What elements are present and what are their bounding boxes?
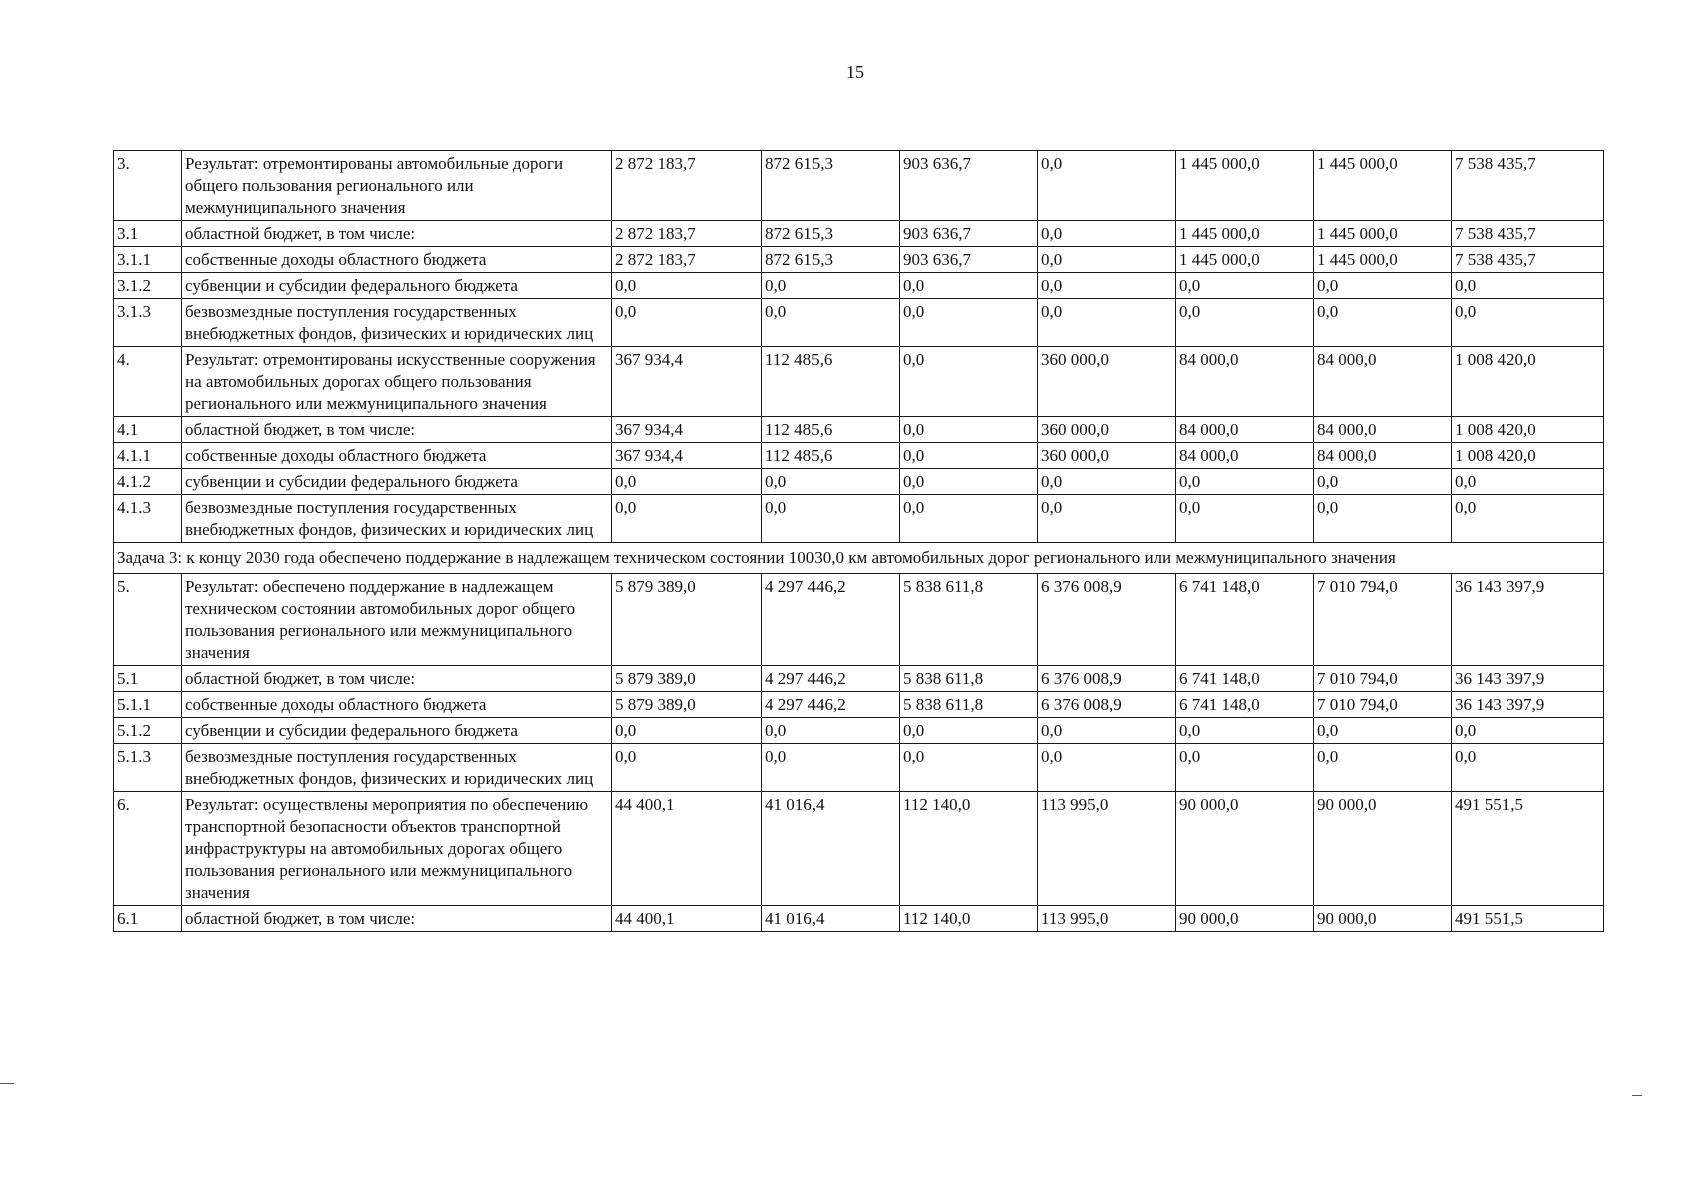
value-cell: 1 445 000,0 <box>1176 221 1314 247</box>
value-cell: 0,0 <box>1176 718 1314 744</box>
value-cell: 6 376 008,9 <box>1038 574 1176 666</box>
value-cell: 84 000,0 <box>1176 347 1314 417</box>
value-cell: 90 000,0 <box>1176 792 1314 906</box>
row-label: собственные доходы областного бюджета <box>182 443 612 469</box>
value-cell: 1 445 000,0 <box>1314 221 1452 247</box>
value-cell: 6 376 008,9 <box>1038 692 1176 718</box>
value-cell: 113 995,0 <box>1038 792 1176 906</box>
value-cell: 0,0 <box>1452 744 1604 792</box>
value-cell: 0,0 <box>900 443 1038 469</box>
value-cell: 1 008 420,0 <box>1452 417 1604 443</box>
value-cell: 0,0 <box>612 299 762 347</box>
value-cell: 0,0 <box>1176 299 1314 347</box>
value-cell: 112 485,6 <box>762 347 900 417</box>
value-cell: 0,0 <box>762 718 900 744</box>
row-label: собственные доходы областного бюджета <box>182 692 612 718</box>
table-row <box>114 347 1604 417</box>
value-cell: 0,0 <box>1314 273 1452 299</box>
row-label: Результат: осуществлены мероприятия по обеспечению транспортной безопасности объектов транспортной инфраструктуры на автомобильных дорогах общего пользования регионального или межмуниципального значения <box>182 792 612 906</box>
value-cell: 6 741 148,0 <box>1176 692 1314 718</box>
value-cell: 0,0 <box>1038 273 1176 299</box>
value-cell: 0,0 <box>1314 495 1452 543</box>
value-cell: 491 551,5 <box>1452 792 1604 906</box>
value-cell: 113 995,0 <box>1038 906 1176 932</box>
row-label: безвозмездные поступления государственных внебюджетных фондов, физических и юридических лиц <box>182 744 612 792</box>
value-cell: 4 297 446,2 <box>762 666 900 692</box>
table-row <box>114 666 1604 692</box>
value-cell: 1 445 000,0 <box>1176 151 1314 221</box>
value-cell: 5 838 611,8 <box>900 666 1038 692</box>
value-cell: 84 000,0 <box>1176 443 1314 469</box>
row-number: 5. <box>114 574 182 666</box>
value-cell: 0,0 <box>1176 495 1314 543</box>
value-cell: 4 297 446,2 <box>762 692 900 718</box>
value-cell: 0,0 <box>1038 221 1176 247</box>
task-row <box>114 543 1604 574</box>
value-cell: 0,0 <box>900 417 1038 443</box>
value-cell: 0,0 <box>762 495 900 543</box>
value-cell: 0,0 <box>900 495 1038 543</box>
page-number: 15 <box>846 62 864 82</box>
value-cell: 0,0 <box>1038 718 1176 744</box>
table-row <box>114 718 1604 744</box>
row-label: областной бюджет, в том числе: <box>182 417 612 443</box>
value-cell: 367 934,4 <box>612 417 762 443</box>
value-cell: 0,0 <box>762 299 900 347</box>
value-cell: 872 615,3 <box>762 247 900 273</box>
value-cell: 0,0 <box>1314 744 1452 792</box>
row-number: 4.1.2 <box>114 469 182 495</box>
row-number: 5.1.3 <box>114 744 182 792</box>
value-cell: 0,0 <box>612 273 762 299</box>
value-cell: 360 000,0 <box>1038 347 1176 417</box>
row-label: Результат: отремонтированы искусственные сооружения на автомобильных дорогах общего пользования регионального или межмуниципального значения <box>182 347 612 417</box>
value-cell: 0,0 <box>612 744 762 792</box>
task-heading: Задача 3: к концу 2030 года обеспечено поддержание в надлежащем техническом состоянии 10030,0 км автомобильных дорог регионального или межмуниципального значения <box>114 543 1604 574</box>
value-cell: 36 143 397,9 <box>1452 666 1604 692</box>
value-cell: 41 016,4 <box>762 792 900 906</box>
row-label: субвенции и субсидии федерального бюджета <box>182 273 612 299</box>
value-cell: 0,0 <box>1314 718 1452 744</box>
value-cell: 90 000,0 <box>1176 906 1314 932</box>
value-cell: 112 140,0 <box>900 792 1038 906</box>
value-cell: 84 000,0 <box>1314 347 1452 417</box>
row-label: Результат: отремонтированы автомобильные дороги общего пользования регионального или межмуниципального значения <box>182 151 612 221</box>
value-cell: 84 000,0 <box>1314 417 1452 443</box>
value-cell: 1 445 000,0 <box>1314 151 1452 221</box>
budget-table <box>113 150 1604 932</box>
value-cell: 84 000,0 <box>1314 443 1452 469</box>
value-cell: 0,0 <box>612 469 762 495</box>
row-label: Результат: обеспечено поддержание в надлежащем техническом состоянии автомобильных дорог общего пользования регионального или межмуниципального значения <box>182 574 612 666</box>
value-cell: 44 400,1 <box>612 792 762 906</box>
value-cell: 0,0 <box>1038 469 1176 495</box>
value-cell: 0,0 <box>900 718 1038 744</box>
row-label: безвозмездные поступления государственных внебюджетных фондов, физических и юридических лиц <box>182 495 612 543</box>
value-cell: 872 615,3 <box>762 151 900 221</box>
value-cell: 7 538 435,7 <box>1452 221 1604 247</box>
value-cell: 112 140,0 <box>900 906 1038 932</box>
value-cell: 0,0 <box>1314 299 1452 347</box>
table-row <box>114 744 1604 792</box>
value-cell: 7 010 794,0 <box>1314 574 1452 666</box>
table-row <box>114 417 1604 443</box>
value-cell: 903 636,7 <box>900 247 1038 273</box>
value-cell: 6 741 148,0 <box>1176 666 1314 692</box>
budget-table-container <box>113 150 1603 932</box>
table-row <box>114 792 1604 906</box>
value-cell: 36 143 397,9 <box>1452 574 1604 666</box>
table-row <box>114 692 1604 718</box>
value-cell: 872 615,3 <box>762 221 900 247</box>
value-cell: 0,0 <box>1176 469 1314 495</box>
value-cell: 0,0 <box>1452 495 1604 543</box>
value-cell: 5 879 389,0 <box>612 692 762 718</box>
value-cell: 0,0 <box>900 347 1038 417</box>
value-cell: 2 872 183,7 <box>612 151 762 221</box>
value-cell: 0,0 <box>612 718 762 744</box>
row-number: 4.1 <box>114 417 182 443</box>
value-cell: 903 636,7 <box>900 151 1038 221</box>
table-row <box>114 495 1604 543</box>
value-cell: 360 000,0 <box>1038 417 1176 443</box>
value-cell: 1 008 420,0 <box>1452 347 1604 417</box>
value-cell: 0,0 <box>1038 744 1176 792</box>
table-row <box>114 299 1604 347</box>
value-cell: 1 445 000,0 <box>1176 247 1314 273</box>
value-cell: 84 000,0 <box>1176 417 1314 443</box>
table-body <box>114 151 1604 932</box>
table-row <box>114 574 1604 666</box>
value-cell: 44 400,1 <box>612 906 762 932</box>
value-cell: 41 016,4 <box>762 906 900 932</box>
value-cell: 0,0 <box>1452 273 1604 299</box>
table-row <box>114 151 1604 221</box>
table-row <box>114 443 1604 469</box>
row-number: 3.1.3 <box>114 299 182 347</box>
value-cell: 0,0 <box>900 299 1038 347</box>
table-row <box>114 247 1604 273</box>
row-label: субвенции и субсидии федерального бюджета <box>182 469 612 495</box>
value-cell: 5 879 389,0 <box>612 574 762 666</box>
value-cell: 0,0 <box>1038 299 1176 347</box>
row-number: 5.1.1 <box>114 692 182 718</box>
value-cell: 0,0 <box>612 495 762 543</box>
value-cell: 367 934,4 <box>612 347 762 417</box>
row-number: 4. <box>114 347 182 417</box>
value-cell: 112 485,6 <box>762 443 900 469</box>
value-cell: 0,0 <box>900 744 1038 792</box>
value-cell: 90 000,0 <box>1314 906 1452 932</box>
value-cell: 0,0 <box>1176 273 1314 299</box>
row-label: областной бюджет, в том числе: <box>182 906 612 932</box>
row-number: 6. <box>114 792 182 906</box>
value-cell: 90 000,0 <box>1314 792 1452 906</box>
value-cell: 112 485,6 <box>762 417 900 443</box>
value-cell: 7 010 794,0 <box>1314 666 1452 692</box>
value-cell: 1 008 420,0 <box>1452 443 1604 469</box>
table-row <box>114 221 1604 247</box>
value-cell: 7 010 794,0 <box>1314 692 1452 718</box>
value-cell: 903 636,7 <box>900 221 1038 247</box>
table-row <box>114 469 1604 495</box>
value-cell: 367 934,4 <box>612 443 762 469</box>
table-row <box>114 273 1604 299</box>
value-cell: 0,0 <box>1452 299 1604 347</box>
value-cell: 0,0 <box>1452 718 1604 744</box>
row-label: безвозмездные поступления государственных внебюджетных фондов, физических и юридических лиц <box>182 299 612 347</box>
value-cell: 2 872 183,7 <box>612 221 762 247</box>
value-cell: 491 551,5 <box>1452 906 1604 932</box>
value-cell: 6 376 008,9 <box>1038 666 1176 692</box>
value-cell: 0,0 <box>1314 469 1452 495</box>
value-cell: 0,0 <box>1176 744 1314 792</box>
value-cell: 7 538 435,7 <box>1452 247 1604 273</box>
value-cell: 0,0 <box>900 273 1038 299</box>
row-label: субвенции и субсидии федерального бюджета <box>182 718 612 744</box>
value-cell: 5 838 611,8 <box>900 692 1038 718</box>
row-number: 3.1.2 <box>114 273 182 299</box>
value-cell: 0,0 <box>1452 469 1604 495</box>
scan-artifact-left <box>0 1083 14 1084</box>
value-cell: 0,0 <box>762 469 900 495</box>
value-cell: 2 872 183,7 <box>612 247 762 273</box>
row-number: 4.1.1 <box>114 443 182 469</box>
row-number: 3. <box>114 151 182 221</box>
value-cell: 0,0 <box>1038 151 1176 221</box>
value-cell: 0,0 <box>1038 495 1176 543</box>
value-cell: 36 143 397,9 <box>1452 692 1604 718</box>
value-cell: 360 000,0 <box>1038 443 1176 469</box>
value-cell: 1 445 000,0 <box>1314 247 1452 273</box>
value-cell: 0,0 <box>1038 247 1176 273</box>
value-cell: 4 297 446,2 <box>762 574 900 666</box>
row-label: областной бюджет, в том числе: <box>182 666 612 692</box>
row-number: 3.1 <box>114 221 182 247</box>
row-number: 4.1.3 <box>114 495 182 543</box>
row-number: 5.1 <box>114 666 182 692</box>
value-cell: 0,0 <box>762 273 900 299</box>
table-row <box>114 906 1604 932</box>
row-label: областной бюджет, в том числе: <box>182 221 612 247</box>
value-cell: 5 838 611,8 <box>900 574 1038 666</box>
row-number: 6.1 <box>114 906 182 932</box>
row-number: 3.1.1 <box>114 247 182 273</box>
value-cell: 5 879 389,0 <box>612 666 762 692</box>
row-label: собственные доходы областного бюджета <box>182 247 612 273</box>
value-cell: 6 741 148,0 <box>1176 574 1314 666</box>
value-cell: 7 538 435,7 <box>1452 151 1604 221</box>
value-cell: 0,0 <box>762 744 900 792</box>
value-cell: 0,0 <box>900 469 1038 495</box>
scan-artifact-right <box>1632 1095 1642 1096</box>
row-number: 5.1.2 <box>114 718 182 744</box>
